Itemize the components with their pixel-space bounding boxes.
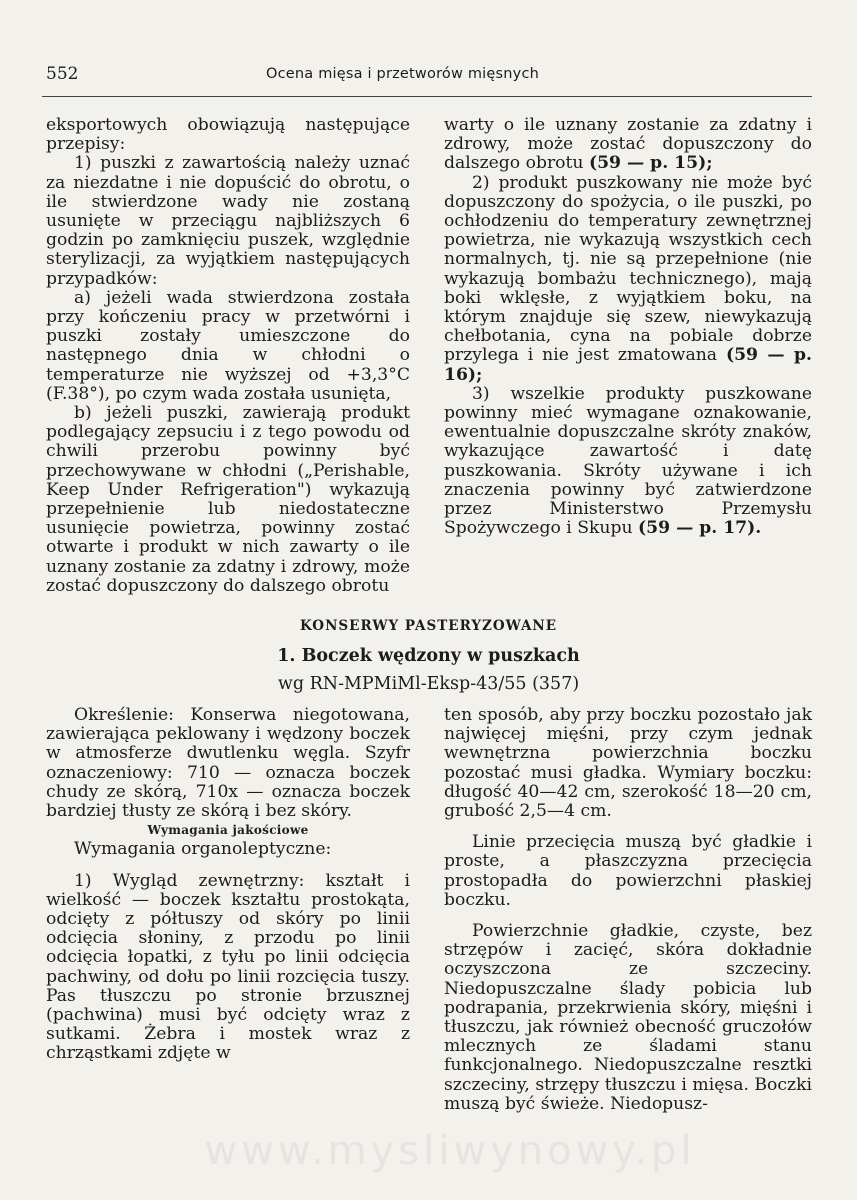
paragraph [444,174,812,385]
page-header [46,64,812,92]
section-heading: KONSERWY PASTERYZOWANE [299,618,558,634]
paragraph: ten sposób, aby przy boczku pozostało jak najwięcej mięśni, przy czym jednak wewnętrzna powierzchnia boczku pozostać musi gładka. Wymiary boczku: długość 40—42 cm, szerokość 18—20 cm, grubość 2,5—4 cm. [444,705,812,822]
paragraph-text: 2) produkt puszkowany nie może być dopuszczony do spożycia, o ile puszki, po ochłodzeniu do temperatury zewnętrznej powietrza, nie wykazują wszystkich cech normalnych, tj. nie są przepełnione (nie wykazują bombażu technicznego), mają boki wklęsłe, z wyjątkiem boku, na którym znajduje się szew, niewykazują chełbotania, cyna na pobiale dobrze przylega i nie jest zmatowana [444,172,812,366]
paragraph: Powierzchnie gładkie, czyste, bez strzępów i zacięć, skóra dokładnie oczyszczona ze szczeciny. Niedopuszczalne ślady pobicia lub podrapania, przekrwienia skóry, mięśni i tłuszczu, jak również obecność gruczołów mlecznych ze śladami stanu funkcjonalnego. Niedopuszczalne resztki szczeciny, strzępy tłuszczu i mięsa. Boczki muszą być świeże. Niedopusz- [444,921,812,1114]
reference: (59 — p. 15); [588,153,713,174]
watermark: www.mysliwynowy.pl [204,1128,696,1174]
left-column-bottom [46,706,410,1064]
item-title: 1. Boczek wędzony w puszkach [277,646,580,666]
right-column-bottom [444,706,812,1114]
item-code: wg RN-MPMiMl-Eksp-43/55 (357) [277,674,580,694]
paragraph [444,116,812,174]
paragraph: eksportowych obowiązują następujące przepisy: [46,115,410,155]
paragraph: Wymagania organoleptyczne: [74,839,332,860]
header-rule [42,96,812,97]
paragraph-text: 3) wszelkie produkty puszkowane powinny mieć wymagane oznakowanie, ewentualnie dopuszczalne skróty znaków, wykazujące zawartość i datę puszkowania. Skróty używane i ich znaczenia powinny być zatwierdzone przez Ministerstwo Przemysłu Spożywczego i Skupu [444,383,812,539]
paragraph [444,385,812,539]
paragraph: Linie przecięcia muszą być gładkie i proste, a płaszczyzna przecięcia prostopadła do powierzchni płaskiej boczku. [444,832,812,910]
paragraph: 1) puszki z zawartością należy uznać za niezdatne i nie dopuścić do obrotu, o ile stwierdzone wady nie zostaną usunięte w przeciągu najbliższych 6 godzin po zamknięciu puszek, względnie sterylizacji, za wyjątkiem następujących przypadków: [46,153,410,289]
subheading: Wymagania jakościowe [147,823,309,838]
reference: (59 — p. 16); [444,345,812,385]
spacer [46,860,410,872]
reference: (59 — p. 17). [638,518,762,539]
paragraph: 1) Wygląd zewnętrzny: kształt i wielkość — boczek kształtu prostokąta, odcięty z półtuszy od skóry po linii odcięcia słoniny, z przodu po linii odcięcia łopatki, z tyłu po linii odcięcia pachwiny, od dołu po linii rozcięcia tuszy. Pas tłuszczu po stronie brzusznej (pachwina) musi być odcięty wraz z sutkami. Żebra i mostek wraz z chrząstkami zdjęte w [46,870,410,1064]
page-number: 552 [46,64,79,84]
left-column-top [46,116,410,596]
right-column-top [444,116,812,538]
paragraph: b) jeżeli puszki, zawierają produkt podlegający zepsuciu i z tego powodu od chwili przerobu powinny być przechowywane w chłodni („Perishable, Keep Under Refrigeration") wykazują przepełnienie lub niedostateczne usunięcie powietrza, powinny zostać otwarte i produkt w nich zawarty o ile uznany zostanie za zdatny i zdrowy, może zostać dopuszczony do dalszego obrotu [46,403,410,596]
paragraph-text: warty o ile uznany zostanie za zdatny i zdrowy, może zostać dopuszczony do dalszego obrotu [444,115,812,174]
paragraph: a) jeżeli wada stwierdzona została przy kończeniu pracy w przetwórni i puszki zostały umieszczone do następnego dnia w chłodni o temperaturze nie wyższej od +3,3°C (F.38°), po czym wada została usunięta, [46,287,410,404]
paragraph: Określenie: Konserwa niegotowana, zawierająca peklowany i wędzony boczek w atmosferze dwutlenku węgla. Szyfr oznaczeniowy: 710 — oznacza boczek chudy ze skórą, 710x — oznacza boczek bardziej tłusty ze skórą i bez skóry. [46,705,410,822]
running-title: Ocena mięsa i przetworów mięsnych [266,66,540,82]
